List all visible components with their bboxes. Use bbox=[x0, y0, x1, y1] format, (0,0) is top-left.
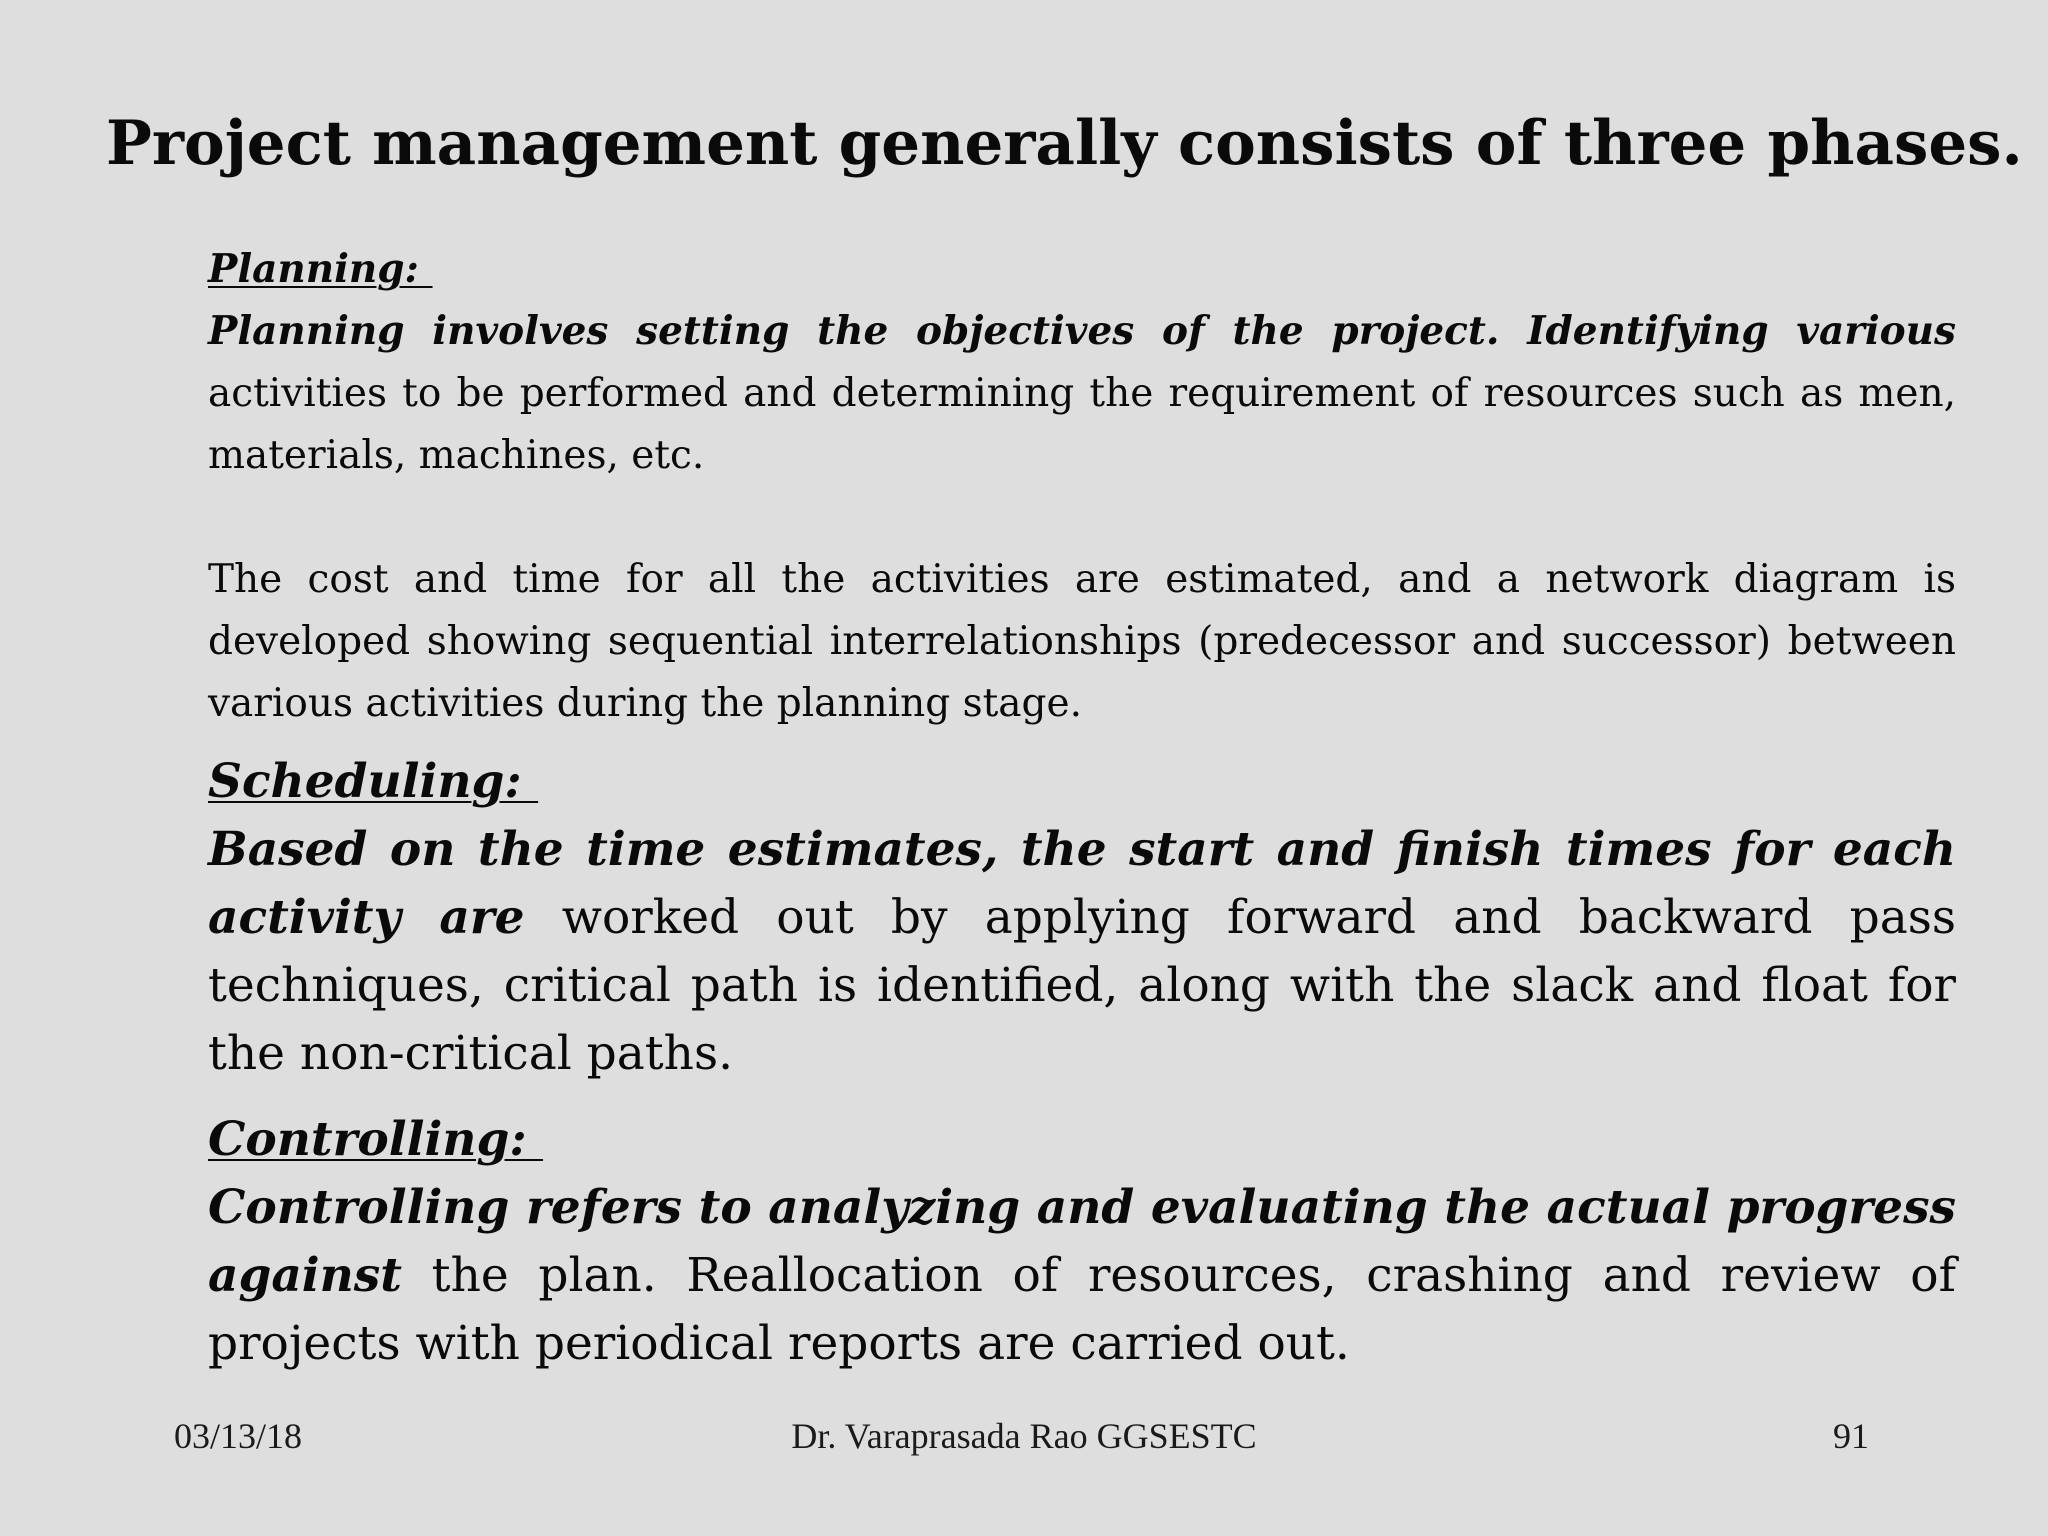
controlling-paragraph-text: the plan. Reallocation of resources, crashing and review of projects with periodical reports are carried out. bbox=[208, 1248, 1956, 1371]
planning-paragraph-1 bbox=[208, 300, 1956, 487]
controlling-paragraph-lead: Controlling refers to analyzing and evaluating the actual progress against bbox=[208, 1180, 1956, 1303]
scheduling-paragraph bbox=[208, 816, 1956, 1088]
slide-title: Project management generally consists of three phases. bbox=[106, 108, 2023, 179]
scheduling-paragraph-text: worked out by applying forward and backward pass techniques, critical path is identified, along with the slack and float for the non-critical paths. bbox=[208, 890, 1956, 1081]
footer-page-number: 91 bbox=[1833, 1416, 1869, 1456]
planning-paragraph-2 bbox=[208, 549, 1956, 735]
section-planning bbox=[208, 238, 1956, 735]
planning-paragraph-1-lead: Planning involves setting the objectives of the project. Identifying various bbox=[208, 308, 1956, 354]
section-controlling bbox=[208, 1106, 1956, 1378]
controlling-paragraph bbox=[208, 1174, 1956, 1378]
planning-paragraph-1-text: activities to be performed and determining the requirement of resources such as men, materials, machines, etc. bbox=[208, 371, 1956, 478]
planning-paragraph-2-text: The cost and time for all the activities are estimated, and a network diagram is developed showing sequential interrelationships (predecessor and successor) between various activities during the planning stage. bbox=[208, 557, 1956, 726]
footer-date: 03/13/18 bbox=[174, 1416, 303, 1456]
footer-author: Dr. Varaprasada Rao GGSESTC bbox=[791, 1416, 1257, 1456]
scheduling-paragraph-lead: Based on the time estimates, the start and finish times for each activity are bbox=[208, 822, 1956, 945]
section-heading-planning: Planning: bbox=[208, 246, 433, 292]
section-heading-controlling: Controlling: bbox=[208, 1112, 544, 1167]
section-scheduling bbox=[208, 748, 1956, 1088]
section-heading-scheduling: Scheduling: bbox=[208, 754, 539, 809]
